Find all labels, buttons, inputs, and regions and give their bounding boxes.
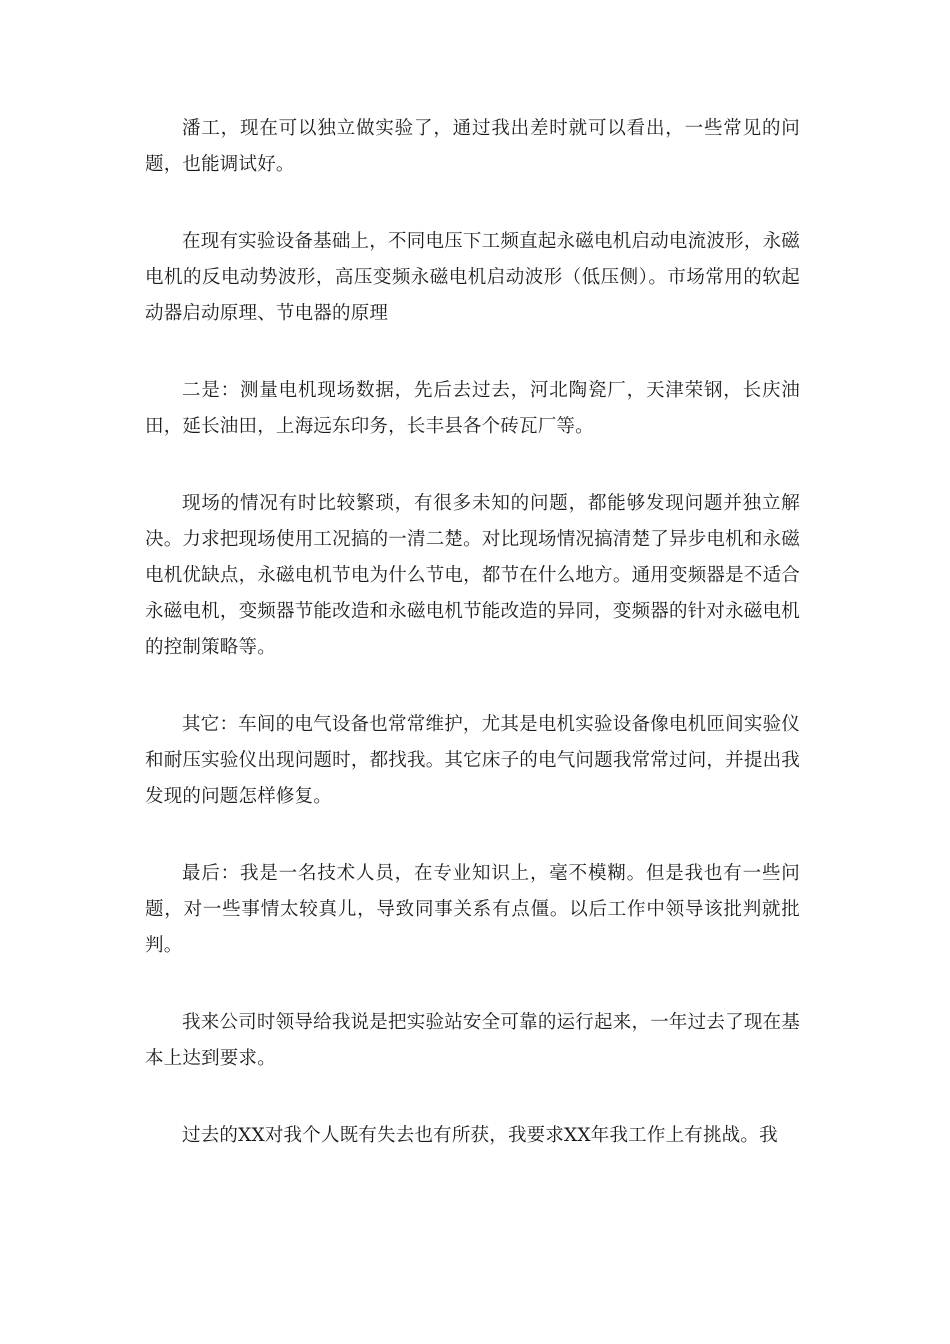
paragraph-1: 潘工，现在可以独立做实验了，通过我出差时就可以看出，一些常见的问题，也能调试好。: [145, 118, 800, 175]
paragraph-5: 其它：车间的电气设备也常常维护，尤其是电机实验设备像电机匝间实验仪和耐压实验仪出现问题时，都找我。其它床子的电气问题我常常过问，并提出我发现的问题怎样修复。: [145, 714, 800, 807]
paragraph-7: 我来公司时领导给我说是把实验站安全可靠的运行起来，一年过去了现在基本上达到要求。: [145, 1012, 800, 1069]
paragraph-6: 最后：我是一名技术人员，在专业知识上，毫不模糊。但是我也有一些问题，对一些事情太较真儿，导致同事关系有点僵。以后工作中领导该批判就批判。: [145, 863, 800, 956]
paragraph-3: 二是：测量电机现场数据，先后去过去，河北陶瓷厂，天津荣钢，长庆油田，延长油田，上海远东印务，长丰县各个砖瓦厂等。: [145, 380, 800, 437]
paragraph-8: 过去的XX对我个人既有失去也有所获，我要求XX年我工作上有挑战。我: [182, 1125, 778, 1146]
document-body: [145, 111, 800, 1195]
paragraph-2: 在现有实验设备基础上，不同电压下工频直起永磁电机启动电流波形，永磁电机的反电动势波形，高压变频永磁电机启动波形（低压侧）。市场常用的软起动器启动原理、节电器的原理: [145, 231, 800, 324]
paragraph-4: 现场的情况有时比较繁琐，有很多未知的问题，都能够发现问题并独立解决。力求把现场使用工况搞的一清二楚。对比现场情况搞清楚了异步电机和永磁电机优缺点，永磁电机节电为什么节电，都节在什么地方。通用变频器是不适合永磁电机，变频器节能改造和永磁电机节能改造的异同，变频器的针对永磁电机的控制策略等。: [145, 493, 800, 658]
